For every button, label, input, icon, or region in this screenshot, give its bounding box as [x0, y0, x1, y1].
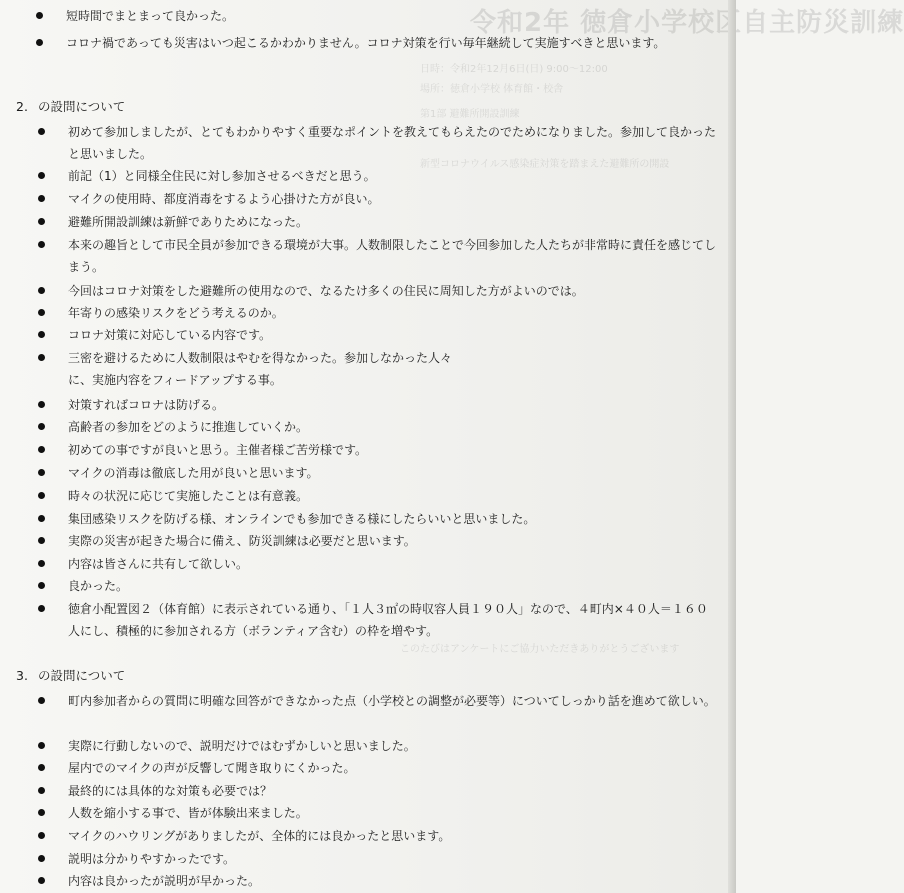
bleed-through-line: 日時：令和2年12月6日(日) 9:00〜12:00: [420, 64, 608, 75]
bullet-icon: [38, 331, 45, 338]
bleed-through-line: 場所：徳倉小学校 体育館・校舎: [420, 84, 564, 95]
bullet-icon: [38, 605, 45, 612]
bullet-icon: [38, 877, 45, 884]
bullet-icon: [38, 401, 45, 408]
bullet-icon: [38, 787, 45, 794]
bleed-through-line: 第1部 避難所開設訓練: [420, 109, 520, 120]
bullet-icon: [38, 832, 45, 839]
bullet-icon: [38, 515, 45, 522]
document-body: 短時間でまとまって良かった。 コロナ禍であっても災害はいつ起こるかわかりません。コロナ対策を行い毎年継続して実施すべきと思います。 2. の設問について 初めて参加しましたが、とてもわかりやすく重要なポイントを教えてもらえたのでためになりました。参加して良かったと思いました。 前記（1）と同様全住民に対し参加させるべきだと思う。 マイクの使用時、都度消毒をするよう心掛けた方が良い。 避難所開設訓練は新鮮でありためになった。 本来の趣旨として市民全員が参加できる環境が大事。人数制限したことで今回参加した人たちが非常時に責任を感じてしまう。 今回はコロナ対策をした避難所の使用なので、なるたけ多くの住民に周知した方がよいのでは。 年寄りの感染リスクをどう考えるのか。 コロナ対策に対応している内容です。 三密を避けるために人数制限はやむを得なかった。参加しなかった人々に、実施内容をフィードアップする事。 対策すればコロナは防げる。 高齢者の参加をどのように推進していくか。 初めての事ですが良いと思う。主催者様ご苦労様です。 マイクの消毒は徹底した用が良いと思います。 時々の状況に応じて実施したことは有意義。 集団感染リスクを防げる様、オンラインでも参加できる様にしたらいいと思いました。 実際の災害が起きた場合に備え、防災訓練は必要だと思います。 内容は皆さんに共有して欲しい。 良かった。 徳倉小配置図２（体育館）に表示されている通り、「１人３㎡の時収容人員１９０人」なので、４町内×４０人＝１６０人にし、積極的に参加される方（ボランティア含む）の枠を増やす。 3. の設問について 町内参加者からの質問に明確な回答ができなかった点（小学校との調整が必要等）についてしっかり話を進めて欲しい。 実際に行動しないので、説明だけではむずかしいと思いました。 屋内でのマイクの声が反響して聞き取りにくかった。 最終的には具体的な対策も必要では？ 人数を縮小する事で、皆が体験出来ました。 マイクのハウリングがありましたが、全体的には良かったと思います。 説明は分かりやすかったです。 内容は良かったが説明が早かった。: [16, 9, 717, 888]
bullet-icon: [38, 764, 45, 771]
bullet-icon: [38, 287, 45, 294]
bullet-icon: [38, 855, 45, 862]
bleed-through-line: このたびはアンケートにご協力いただきありがとうございます: [400, 644, 680, 655]
bullet-icon: [36, 39, 43, 46]
bleed-through-title: 令和2年 徳倉小学校区自主防災訓練: [470, 8, 904, 38]
bullet-icon: [38, 560, 45, 567]
bullet-icon: [38, 537, 45, 544]
bullet-icon: [38, 809, 45, 816]
bullet-icon: [38, 423, 45, 430]
bullet-icon: [38, 172, 45, 179]
bullet-icon: [38, 582, 45, 589]
bullet-icon: [38, 492, 45, 499]
bullet-icon: [38, 742, 45, 749]
bullet-icon: [36, 12, 43, 19]
bullet-icon: [38, 697, 45, 704]
bullet-icon: [38, 128, 45, 135]
bullet-icon: [38, 218, 45, 225]
bullet-icon: [38, 241, 45, 248]
bullet-icon: [38, 309, 45, 316]
bullet-icon: [38, 195, 45, 202]
section-heading: 3. の設問について: [16, 668, 126, 683]
section-heading: 2. の設問について: [16, 99, 126, 114]
bleed-through-line: 新型コロナウイルス感染症対策を踏まえた避難所の開設: [420, 159, 670, 170]
bullet-icon: [38, 446, 45, 453]
bullet-icon: [38, 469, 45, 476]
bullet-icon: [38, 354, 45, 361]
